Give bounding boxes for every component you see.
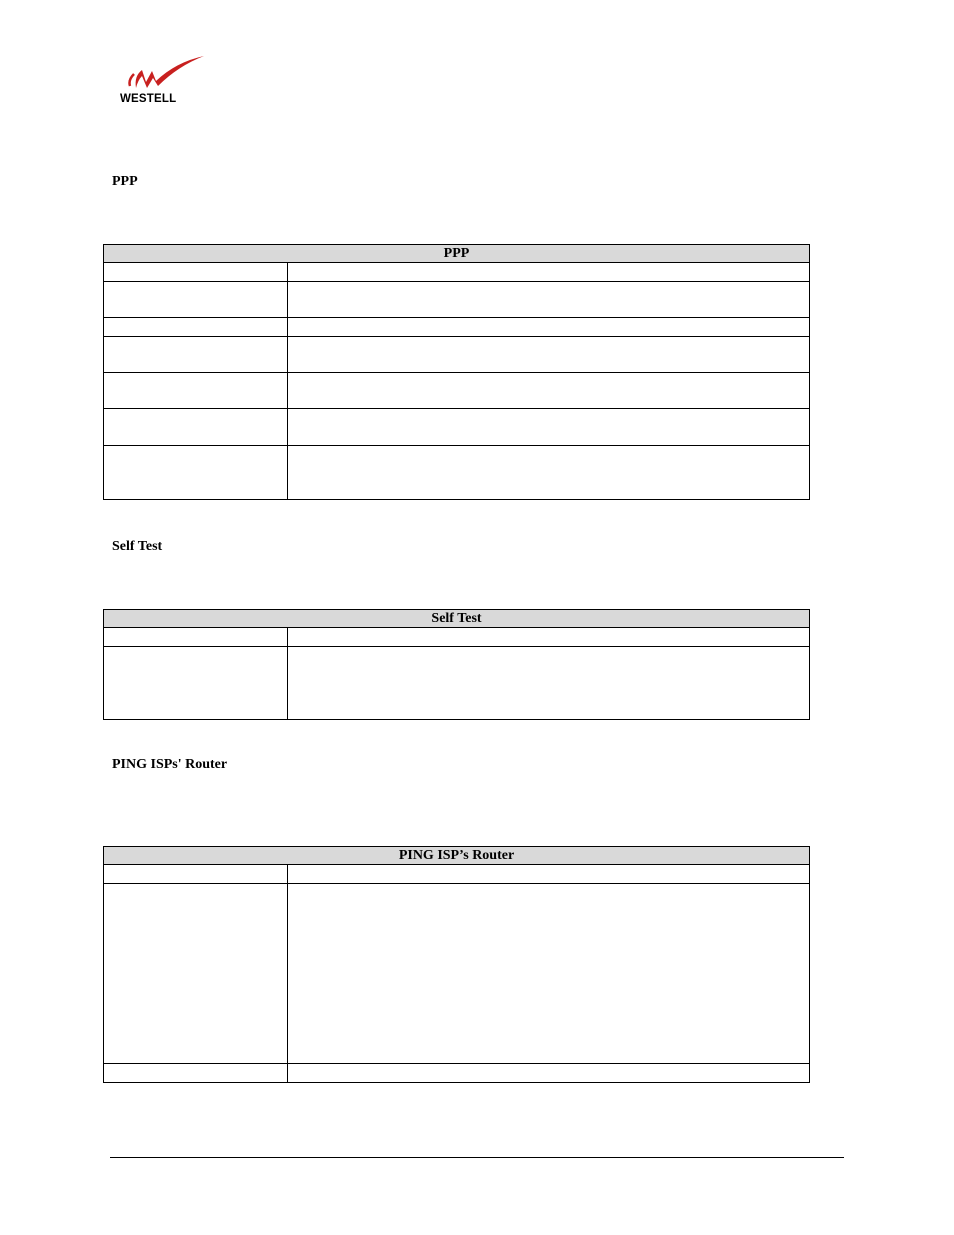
table-row xyxy=(104,628,810,647)
ppp-table-header-row xyxy=(104,245,810,263)
westell-swoosh-icon xyxy=(118,54,208,96)
self-test-table-header-row xyxy=(104,610,810,628)
table-row xyxy=(104,446,810,500)
table-row xyxy=(104,373,810,409)
self-test-table xyxy=(103,609,810,720)
table-row xyxy=(104,318,810,337)
ping-table xyxy=(103,846,810,1083)
table-row xyxy=(104,409,810,446)
ppp-section-heading: PPP xyxy=(112,174,138,189)
self-test-table-title: Self Test xyxy=(104,610,810,628)
footer-divider xyxy=(110,1157,844,1158)
table-row xyxy=(104,1064,810,1083)
self-test-section-heading: Self Test xyxy=(112,539,163,554)
ping-table-header-row xyxy=(104,847,810,865)
ppp-table-title: PPP xyxy=(104,245,810,263)
ppp-table xyxy=(103,244,810,500)
westell-logo xyxy=(118,54,208,108)
table-row xyxy=(104,263,810,282)
table-row xyxy=(104,282,810,318)
ping-table-title: PING ISP’s Router xyxy=(104,847,810,865)
table-row xyxy=(104,337,810,373)
brand-name: WESTELL xyxy=(120,93,177,105)
table-row xyxy=(104,865,810,884)
table-row xyxy=(104,884,810,1064)
ping-section-heading: PING ISPs' Router xyxy=(112,757,228,772)
table-row xyxy=(104,647,810,720)
